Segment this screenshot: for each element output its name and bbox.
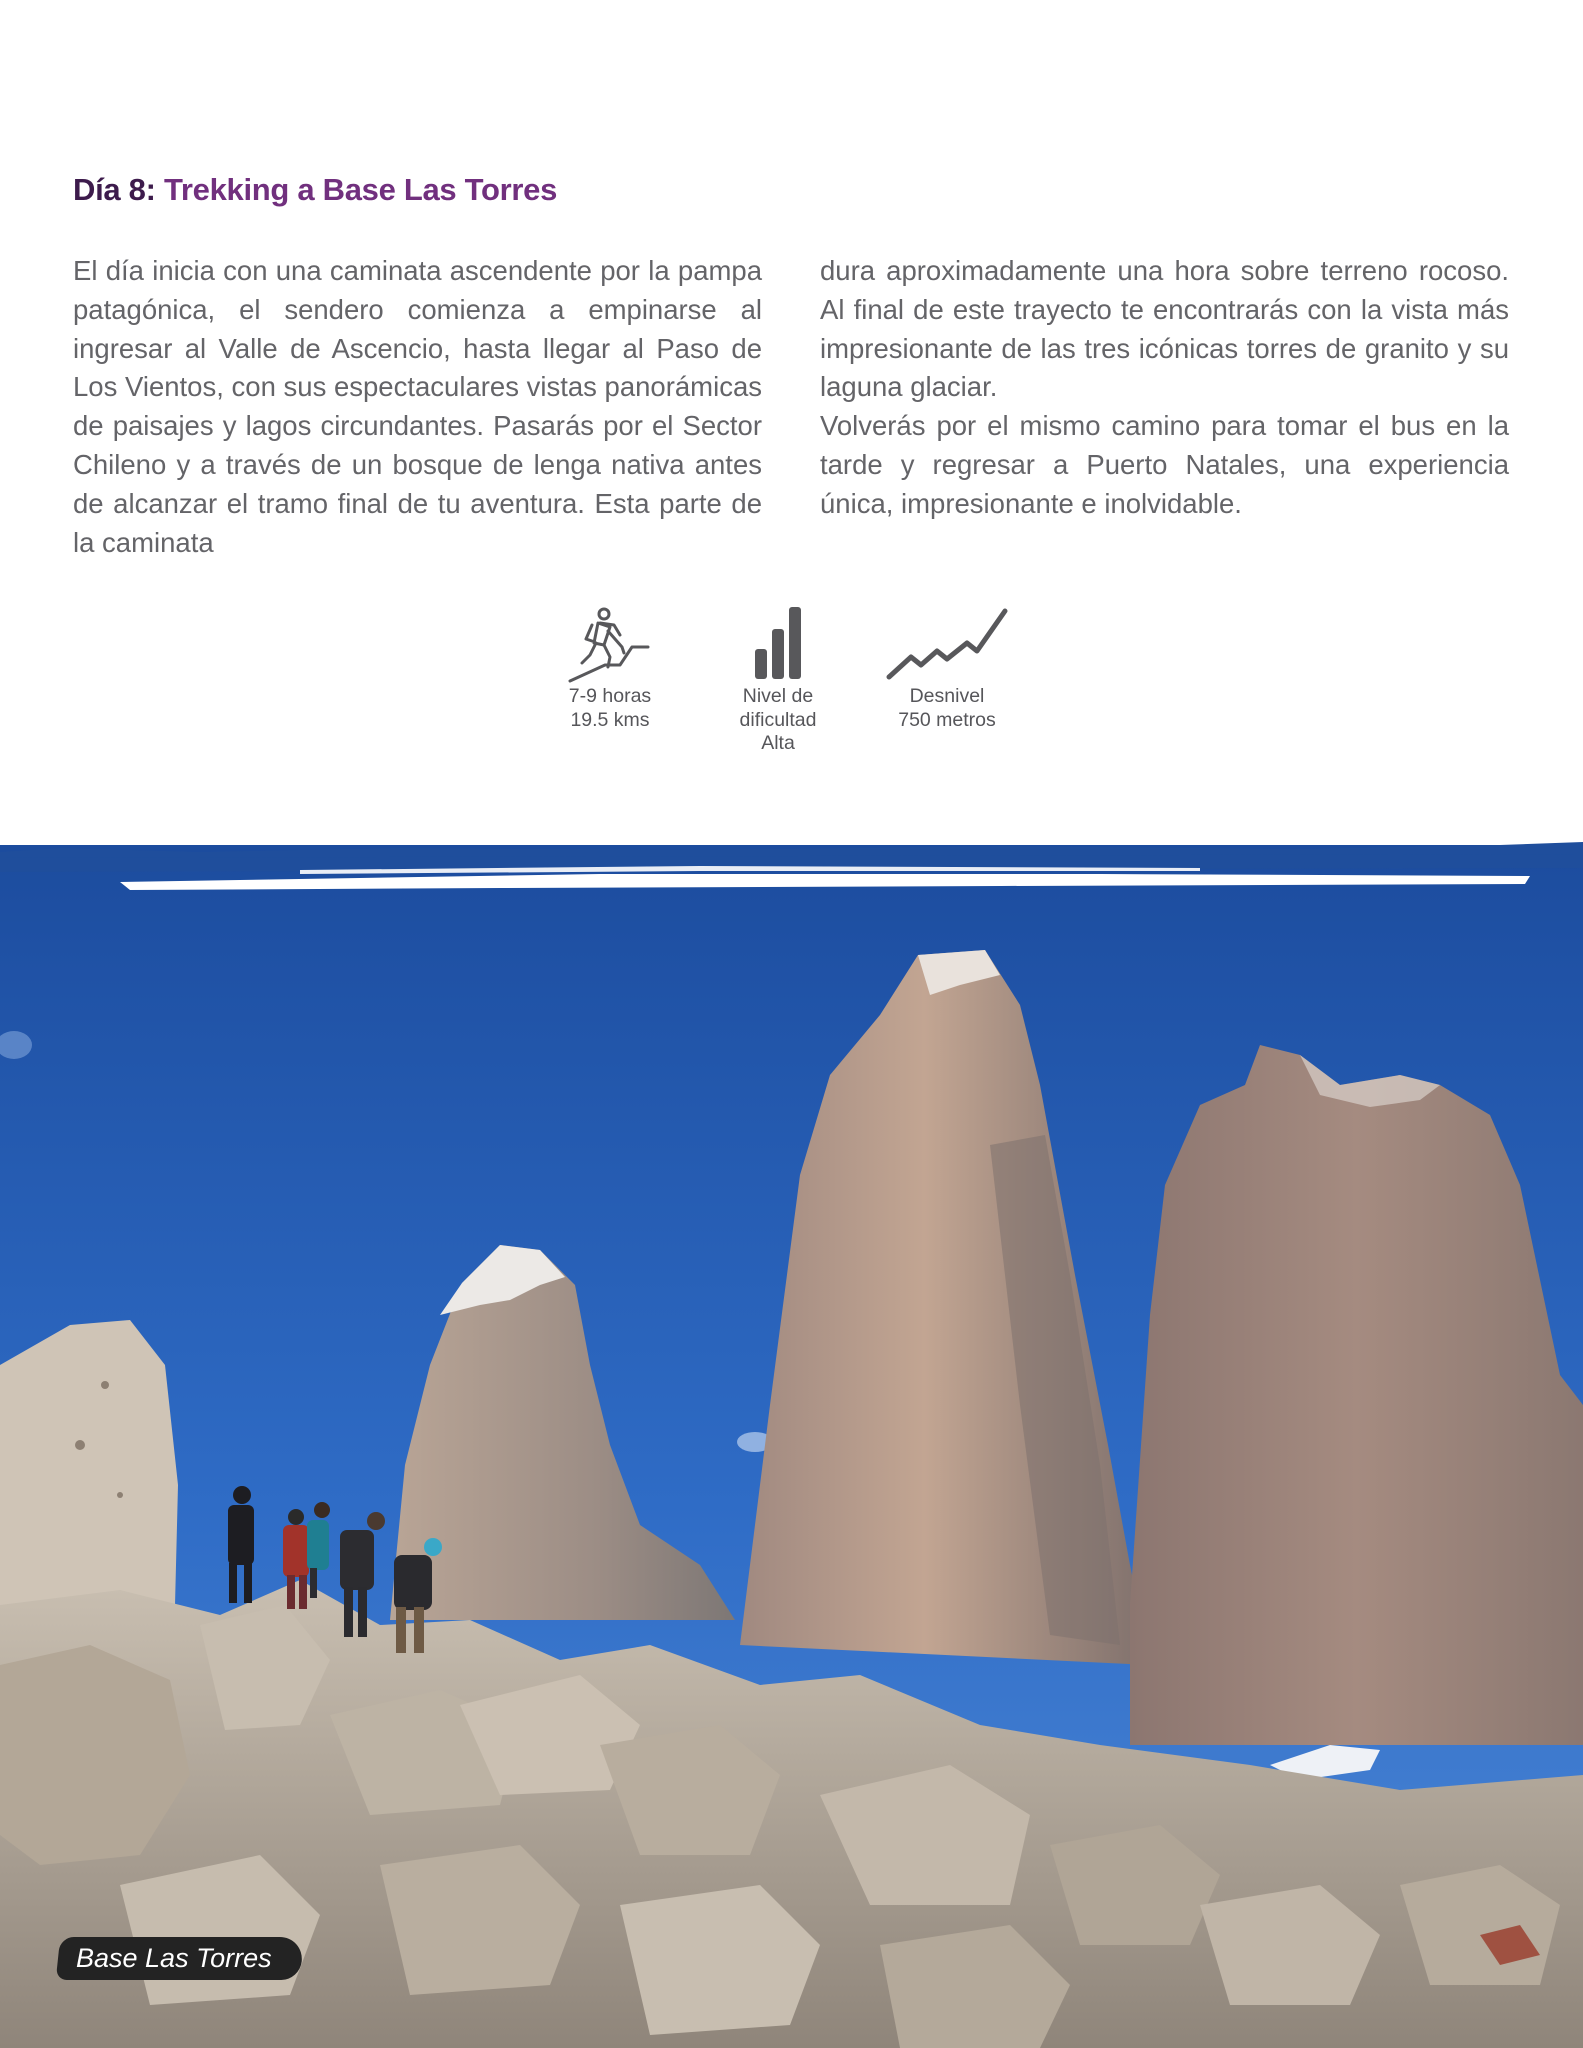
body-paragraph-right-1: dura aproximadamente una hora sobre terreno rocoso. Al final de este trayecto te encontrarás con la vista más impresionante de las tres icónicas torres de granito y su laguna glaciar. bbox=[820, 255, 1509, 403]
heading-day: Día 8: bbox=[73, 172, 156, 207]
page-heading bbox=[73, 172, 557, 208]
stat-difficulty-text bbox=[708, 685, 848, 756]
body-column-left bbox=[73, 252, 762, 562]
stat-duration-text bbox=[540, 685, 680, 732]
stat-elevation bbox=[872, 603, 1022, 732]
body-paragraph-right-2: Volverás por el mismo camino para tomar el bus en la tarde y regresar a Puerto Natales, una experiencia única, impresionante e inolvidable. bbox=[820, 410, 1509, 519]
photo-caption-text: Base Las Torres bbox=[76, 1943, 272, 1973]
stat-difficulty-line1: Nivel de bbox=[742, 685, 814, 707]
torres-del-paine-illustration bbox=[0, 845, 1583, 2048]
elevation-line-icon bbox=[885, 603, 1009, 685]
brush-stroke-border bbox=[0, 838, 1583, 898]
stat-difficulty bbox=[708, 603, 848, 756]
stat-duration-line1: 7-9 horas bbox=[568, 685, 652, 707]
stat-elevation-line2: 750 metros bbox=[898, 708, 996, 731]
body-paragraph-left: El día inicia con una caminata ascendente por la pampa patagónica, el sendero comienza a empinarse al ingresar al Valle de Ascencio, hasta llegar al Paso de Los Vientos, con sus espectaculares vistas panorámicas de paisajes y lagos circundantes. Pasarás por el Sector Chileno y a través de un bosque de lenga nativa antes de alcanzar el tramo final de tu aventura. Esta parte de la caminata bbox=[73, 255, 762, 558]
hiker-icon bbox=[560, 603, 660, 685]
stat-elevation-line1: Desnivel bbox=[909, 685, 985, 707]
landscape-photo bbox=[0, 845, 1583, 2048]
stat-difficulty-line2: dificultad bbox=[739, 708, 817, 731]
difficulty-bars-icon bbox=[748, 603, 808, 685]
stat-duration bbox=[540, 603, 680, 732]
stat-difficulty-line3: Alta bbox=[761, 732, 795, 754]
stat-duration-line2: 19.5 kms bbox=[570, 708, 650, 731]
photo-caption bbox=[56, 1937, 304, 1980]
stat-elevation-text bbox=[872, 685, 1022, 732]
heading-title: Trekking a Base Las Torres bbox=[163, 172, 558, 207]
body-column-right bbox=[820, 252, 1509, 524]
